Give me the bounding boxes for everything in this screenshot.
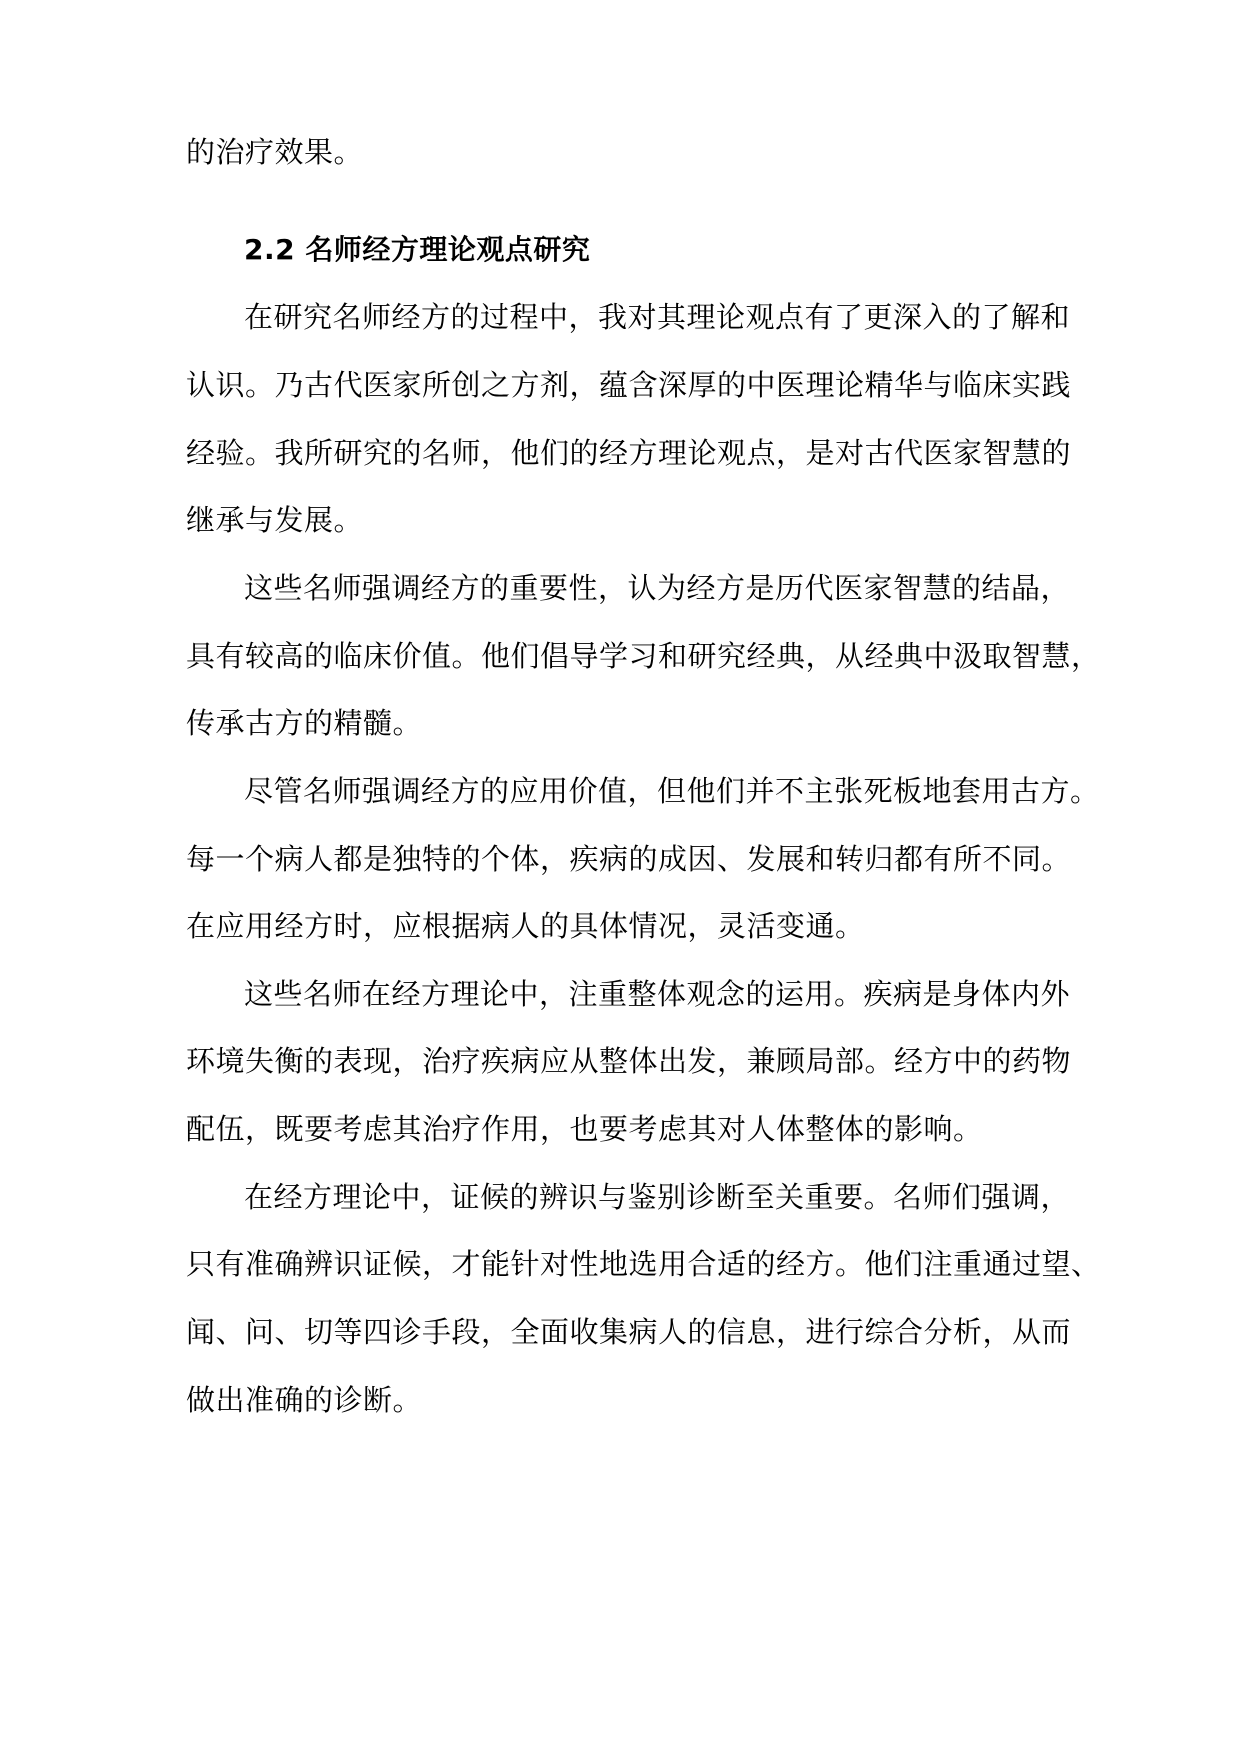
paragraph-line: 在应用经方时，应根据病人的具体情况，灵活变通。 xyxy=(186,909,865,943)
continuation-line: 的治疗效果。 xyxy=(186,135,364,169)
paragraph-line: 在经方理论中，证候的辨识与鉴别诊断至关重要。名师们强调， xyxy=(244,1180,1071,1214)
paragraph-line: 在研究名师经方的过程中，我对其理论观点有了更深入的了解和 xyxy=(244,300,1071,334)
paragraph-line: 环境失衡的表现，治疗疾病应从整体出发，兼顾局部。经方中的药物 xyxy=(186,1044,1072,1078)
paragraph-line: 经验。我所研究的名师，他们的经方理论观点，是对古代医家智慧的 xyxy=(186,436,1072,470)
paragraph-line: 具有较高的临床价值。他们倡导学习和研究经典，从经典中汲取智慧， xyxy=(186,639,1101,673)
paragraph-line: 传承古方的精髓。 xyxy=(186,706,423,740)
paragraph-line: 只有准确辨识证候，才能针对性地选用合适的经方。他们注重通过望、 xyxy=(186,1247,1101,1281)
paragraph-line: 这些名师在经方理论中，注重整体观念的运用。疾病是身体内外 xyxy=(244,977,1071,1011)
section-heading: 2.2 名师经方理论观点研究 xyxy=(244,233,591,266)
paragraph-line: 这些名师强调经方的重要性，认为经方是历代医家智慧的结晶， xyxy=(244,571,1071,605)
paragraph-line: 认识。乃古代医家所创之方剂，蕴含深厚的中医理论精华与临床实践 xyxy=(186,368,1072,402)
paragraph-line: 配伍，既要考虑其治疗作用，也要考虑其对人体整体的影响。 xyxy=(186,1112,983,1146)
paragraph-line: 每一个病人都是独特的个体，疾病的成因、发展和转归都有所不同。 xyxy=(186,842,1072,876)
paragraph-line: 继承与发展。 xyxy=(186,503,364,537)
paragraph-line: 闻、问、切等四诊手段，全面收集病人的信息，进行综合分析，从而 xyxy=(186,1315,1072,1349)
paragraph-line: 尽管名师强调经方的应用价值，但他们并不主张死板地套用古方。 xyxy=(244,774,1100,808)
paragraph-line: 做出准确的诊断。 xyxy=(186,1383,423,1417)
